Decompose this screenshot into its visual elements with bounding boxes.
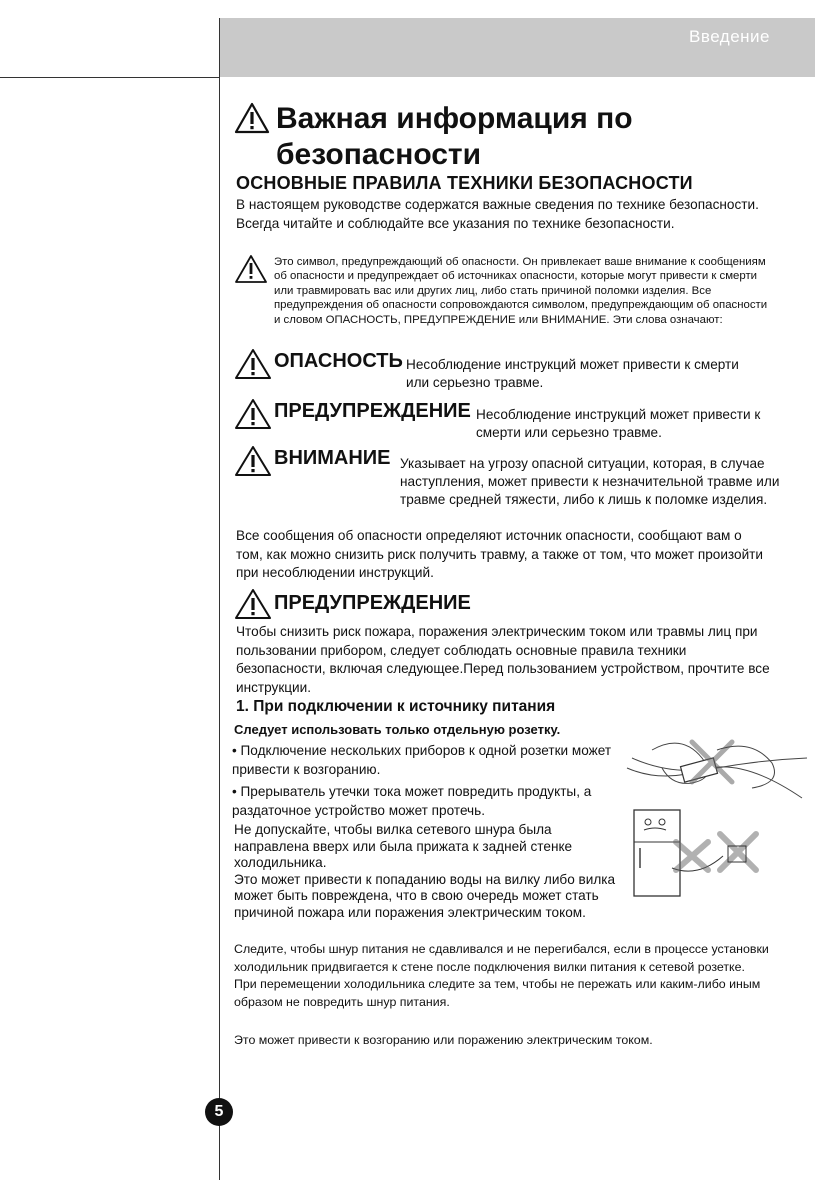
signal-desc-caution: Указывает на угрозу опасной ситуации, которая, в случае наступления, может привести к незначительной травме или травме средней тяжести, либо к лишь к поломке изделия. [400, 456, 780, 507]
signal-word-warning: ПРЕДУПРЕЖДЕНИЕ [274, 400, 471, 422]
warning-triangle-icon [234, 445, 272, 477]
section-subheading: Следует использовать только отдельную розетку. [234, 722, 561, 737]
bullet-list [232, 742, 632, 824]
multi-plug-outlet-illustration [622, 728, 812, 808]
margin-vertical-rule [219, 18, 220, 1180]
symbol-explanation: Это символ, предупреждающий об опасности. Он привлекает ваше внимание к сообщениям об опасности и предупреждает об источниках опасности, которые могут привести к смерти или травмировать вас или других лиц, либо стать причиной поломки изделия. Все предупреждения об опасности сопровождаются символом, предупреждающим об опасности и словом ОПАСНОСТЬ, ПРЕДУПРЕЖДЕНИЕ или ВНИМАНИЕ. Эти слова означают: [274, 256, 768, 326]
warning-triangle-icon [234, 348, 272, 380]
plug-paragraph [234, 822, 624, 921]
warning-triangle-icon [234, 588, 272, 620]
fridge-plug-illustration [628, 808, 768, 898]
section-title: Введение [689, 27, 770, 46]
margin-horizontal-rule [0, 77, 219, 78]
list-item: • Прерыватель утечки тока может повредить продукты, а раздаточное устройство может протечь. [232, 784, 592, 818]
all-messages-paragraph: Все сообщения об опасности определяют источник опасности, сообщают вам о том, как можно снизить риск получить травму, а также от том, что может произойти при несоблюдении инструкций. [236, 528, 763, 580]
final-note: Это может привести к возгоранию или поражению электрическим током. [234, 1033, 653, 1047]
cord-text-2: При перемещении холодильника следите за тем, чтобы не пережать или каким-либо иным образом не повредить шнур питания. [234, 977, 761, 1009]
plug-text: Не допускайте, чтобы вилка сетевого шнура была направлена вверх или была прижата к задней стенке холодильника. [234, 822, 573, 870]
section-heading: 1. При подключении к источнику питания [236, 698, 556, 715]
page-number-badge: 5 [205, 1098, 233, 1126]
warning-paragraph: Чтобы снизить риск пожара, поражения электрическим током или травмы лиц при пользовании прибором, следует соблюдать основные правила техники безопасности, включая следующее.Перед пользованием устройством, прочтите все инструкции. [236, 624, 770, 695]
signal-word-danger: ОПАСНОСТЬ [274, 350, 403, 372]
subtitle: ОСНОВНЫЕ ПРАВИЛА ТЕХНИКИ БЕЗОПАСНОСТИ [236, 173, 693, 193]
warning-triangle-icon [234, 254, 268, 284]
title-line-2: безопасности [276, 138, 482, 171]
list-item: • Подключение нескольких приборов к одной розетки может привести к возгоранию. [232, 743, 612, 777]
title-line-1: Важная информация по [276, 102, 633, 135]
warning-triangle-icon [234, 398, 272, 430]
signal-desc-warning: Несоблюдение инструкций может привести к смерти или серьезно травме. [476, 407, 761, 440]
intro-paragraph: В настоящем руководстве содержатся важные сведения по технике безопасности. Всегда читайте и соблюдайте все указания по технике безопасности. [236, 197, 759, 231]
plug-text-2: Это может привести к попаданию воды на вилку либо вилка может быть повреждена, что в свою очередь может стать причиной пожара или поражения электрическим током. [234, 871, 616, 920]
cord-text: Следите, чтобы шнур питания не сдавливался и не перегибался, если в процессе установки холодильник придвигается к стене после подключения вилки питания к сетевой розетке. [234, 942, 769, 974]
warning-triangle-icon [234, 102, 270, 134]
signal-word-caution: ВНИМАНИЕ [274, 447, 391, 469]
warning-heading: ПРЕДУПРЕЖДЕНИЕ [274, 592, 471, 614]
cord-paragraph [234, 941, 794, 1011]
signal-desc-danger: Несоблюдение инструкций может привести к смерти или серьезно травме. [406, 357, 739, 390]
